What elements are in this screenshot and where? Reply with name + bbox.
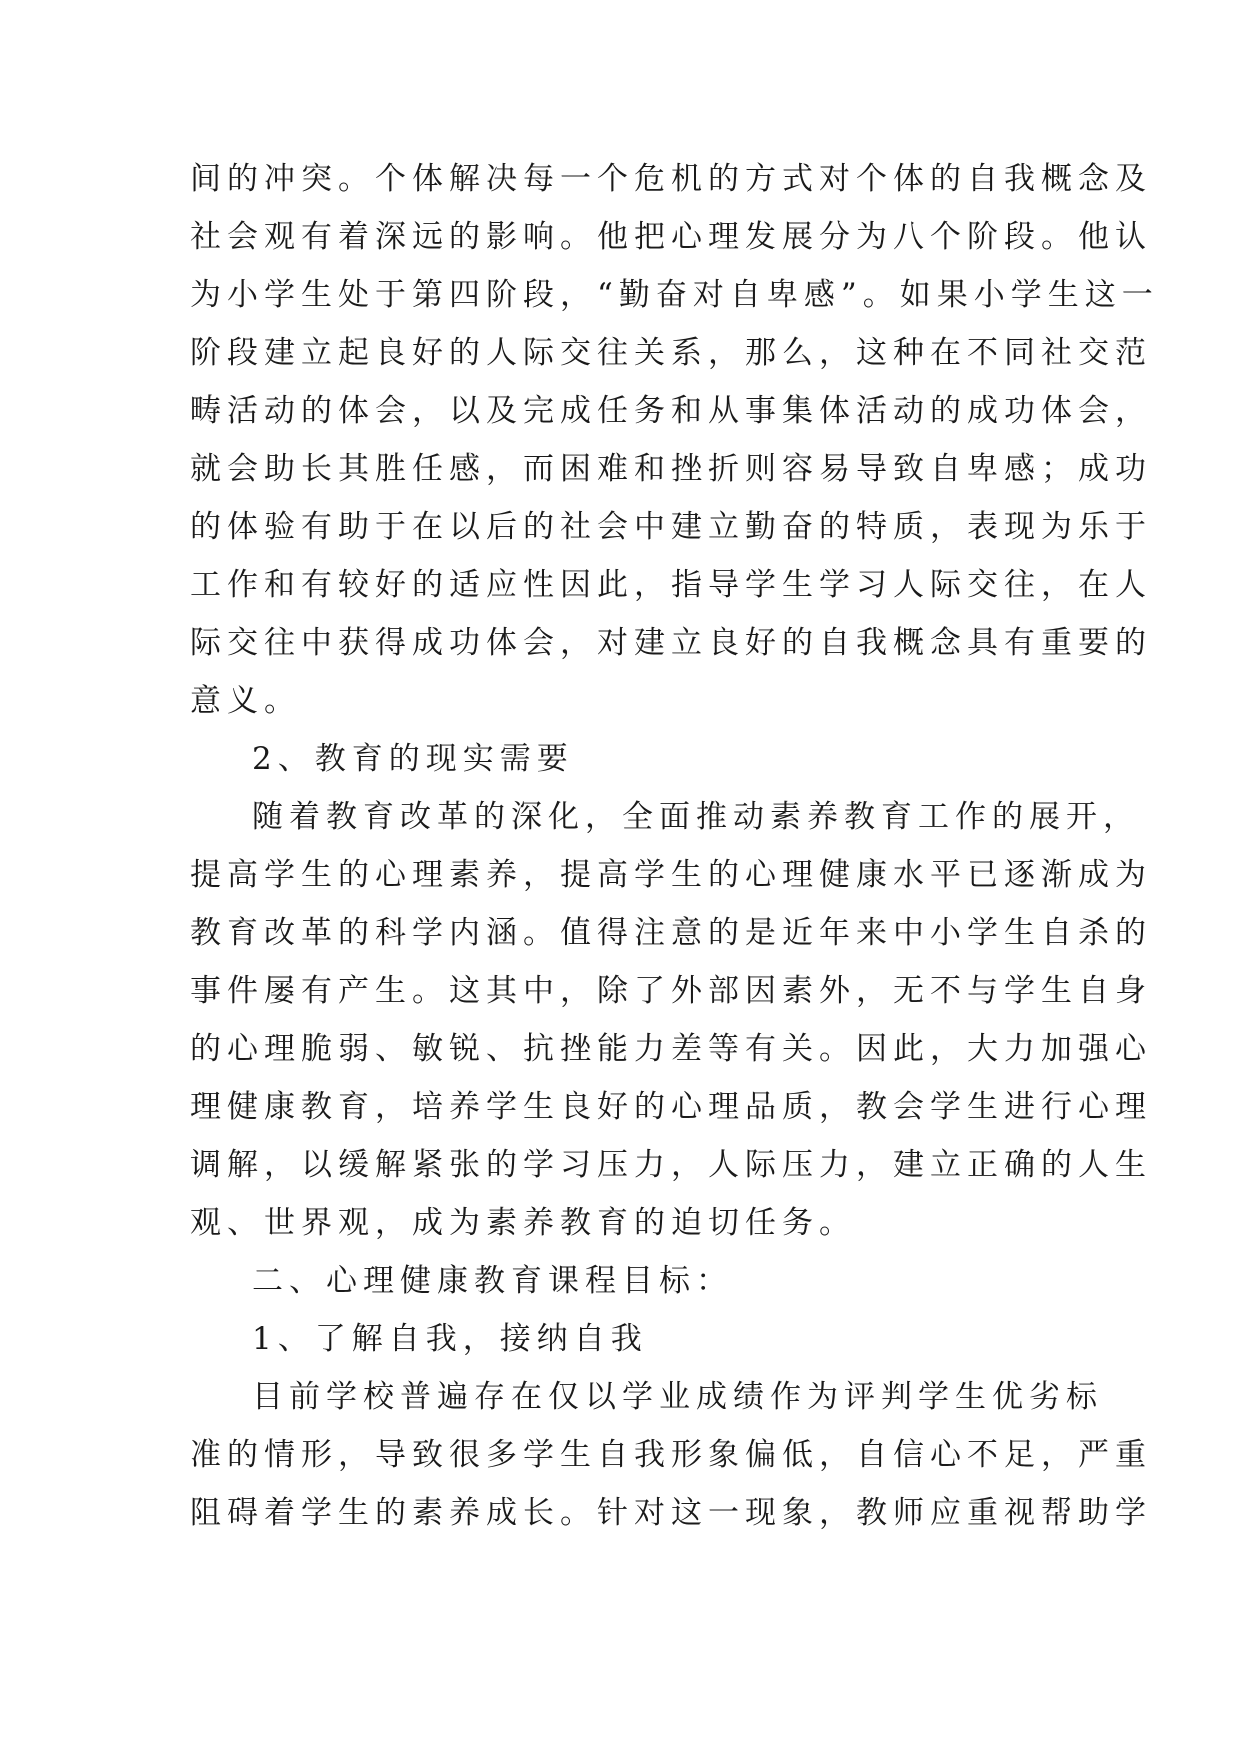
text-line: 的心理脆弱、敏锐、抗挫能力差等有关。因此，大力加强心 (190, 1031, 1152, 1067)
paragraph-start: 目前学校普遍存在仅以学业成绩作为评判学生优劣标 (252, 1379, 1103, 1415)
text-line: 调解，以缓解紧张的学习压力，人际压力，建立正确的人生 (190, 1147, 1152, 1183)
text-line: 为小学生处于第四阶段，“勤奋对自卑感”。如果小学生这一 (190, 277, 1159, 313)
paragraph-start: 随着教育改革的深化，全面推动素养教育工作的展开， (252, 799, 1140, 835)
text-line: 准的情形，导致很多学生自我形象偏低，自信心不足，严重 (190, 1437, 1152, 1473)
text-line: 观、世界观，成为素养教育的迫切任务。 (190, 1205, 856, 1241)
text-line: 工作和有较好的适应性因此，指导学生学习人际交往，在人 (190, 567, 1152, 603)
text-line: 意义。 (190, 683, 301, 719)
document-body (190, 150, 1159, 1542)
text-line: 的体验有助于在以后的社会中建立勤奋的特质，表现为乐于 (190, 509, 1152, 545)
text-line: 际交往中获得成功体会，对建立良好的自我概念具有重要的 (190, 625, 1152, 661)
text-line: 间的冲突。个体解决每一个危机的方式对个体的自我概念及 (190, 161, 1152, 197)
text-line: 事件屡有产生。这其中，除了外部因素外，无不与学生自身 (190, 973, 1152, 1009)
text-line: 就会助长其胜任感，而困难和挫折则容易导致自卑感；成功 (190, 451, 1152, 487)
text-line: 畴活动的体会，以及完成任务和从事集体活动的成功体会， (190, 393, 1152, 429)
text-line: 理健康教育，培养学生良好的心理品质，教会学生进行心理 (190, 1089, 1152, 1125)
text-line: 阻碍着学生的素养成长。针对这一现象，教师应重视帮助学 (190, 1495, 1152, 1531)
section-heading: 2、教育的现实需要 (252, 741, 574, 777)
subsection-heading: 1、了解自我，接纳自我 (252, 1321, 648, 1357)
text-line: 教育改革的科学内涵。值得注意的是近年来中小学生自杀的 (190, 915, 1152, 951)
section-heading: 二、心理健康教育课程目标： (252, 1263, 733, 1299)
text-line: 提高学生的心理素养，提高学生的心理健康水平已逐渐成为 (190, 857, 1152, 893)
text-line: 社会观有着深远的影响。他把心理发展分为八个阶段。他认 (190, 219, 1152, 255)
text-line: 阶段建立起良好的人际交往关系，那么，这种在不同社交范 (190, 335, 1152, 371)
